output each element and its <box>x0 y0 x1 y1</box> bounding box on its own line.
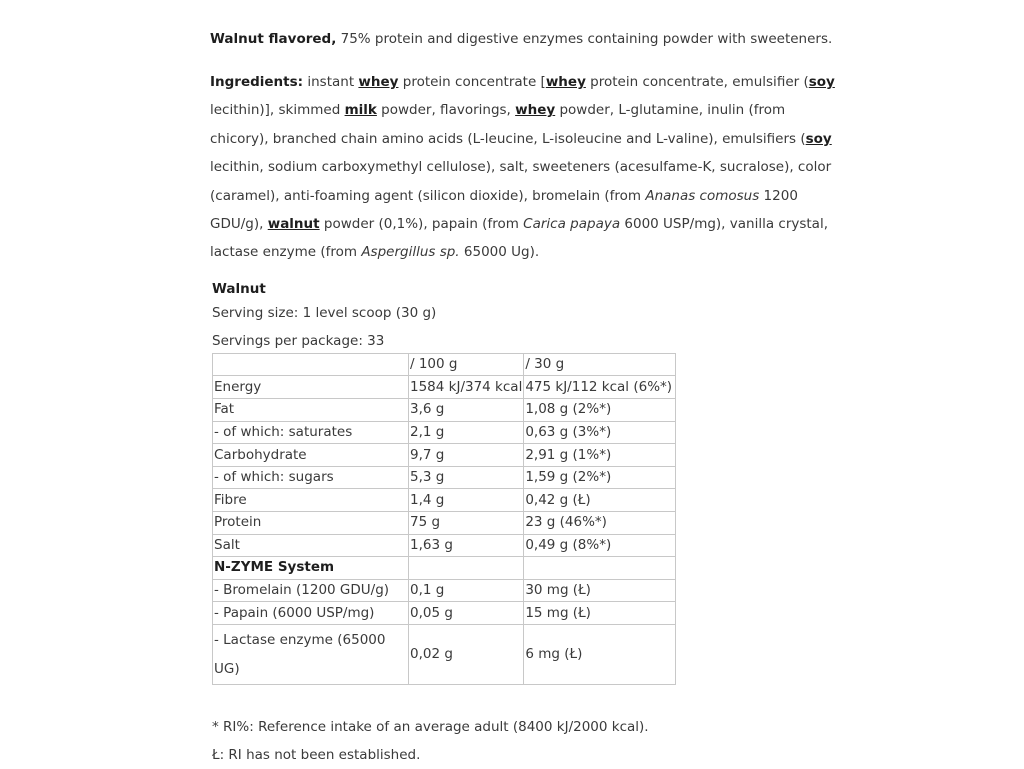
per-serving-value: 23 g (46%*) <box>524 512 676 535</box>
serving-size: Serving size: 1 level scoop (30 g) <box>212 304 437 321</box>
species-name: Ananas comosus <box>645 187 760 204</box>
per-100g-value: 1,63 g <box>409 534 524 557</box>
intro-paragraph <box>210 28 840 50</box>
ingredients-text: lecithin, sodium carboxymethyl cellulose), salt, sweeteners (acesulfame-K, sucralose), color (caramel), anti-foaming agent (silicon dioxide), bromelain (from <box>210 159 832 204</box>
product-name: Walnut <box>212 280 266 297</box>
ingredients-text: 1200 GDU/g), <box>210 187 798 233</box>
nutrition-table <box>212 353 676 685</box>
empty-cell <box>409 557 524 580</box>
ingredients-text: powder, flavorings, <box>376 102 516 119</box>
ingredients-label: Ingredients: <box>210 74 304 90</box>
table-row <box>213 466 676 489</box>
nutrient-name: Carbohydrate <box>213 444 409 467</box>
footnotes <box>212 713 840 769</box>
header-cell <box>213 353 409 376</box>
per-100g-value: 75 g <box>409 512 524 535</box>
table-section-row <box>213 557 676 580</box>
footnote-not-established: Ł: RI has not been established. <box>212 746 421 763</box>
ingredients-text: powder, L-glutamine, inulin (from chicory), branched chain amino acids (L-leucine, L-isoleucine and L-valine), emulsifiers ( <box>210 102 806 147</box>
enzyme-name: - Lactase enzyme (65000 UG) <box>213 624 409 684</box>
per-100g-value: 0,02 g <box>409 624 524 684</box>
nutrient-name: Protein <box>213 512 409 535</box>
table-row <box>213 421 676 444</box>
allergen-milk: milk <box>344 102 377 119</box>
ingredients-paragraph <box>210 68 840 267</box>
nutrient-name: - of which: sugars <box>213 466 409 489</box>
table-row <box>213 512 676 535</box>
table-row <box>213 624 676 684</box>
allergen-soy: soy <box>808 74 835 90</box>
species-name: Carica papaya <box>523 216 621 233</box>
per-100g-value: 0,1 g <box>409 579 524 602</box>
intro-lead: Walnut flavored, <box>210 31 337 47</box>
table-row <box>213 444 676 467</box>
per-100g-value: 2,1 g <box>409 421 524 444</box>
intro-text: 75% protein and digestive enzymes containing powder with sweeteners. <box>336 31 833 47</box>
enzyme-name: - Bromelain (1200 GDU/g) <box>213 579 409 602</box>
ingredients-text: instant <box>303 74 359 90</box>
ingredients-text: lecithin)], skimmed <box>210 102 345 119</box>
nutrient-name: Fat <box>213 399 409 422</box>
empty-cell <box>524 557 676 580</box>
per-100g-value: 5,3 g <box>409 466 524 489</box>
per-serving-value: 6 mg (Ł) <box>524 624 676 684</box>
ingredients-text: protein concentrate, emulsifier ( <box>585 74 809 90</box>
allergen-whey: whey <box>545 74 586 90</box>
ingredients-text: 6000 USP/mg), vanilla crystal, lactase enzyme (from <box>210 216 828 261</box>
allergen-soy: soy <box>805 130 832 147</box>
per-serving-value: 475 kJ/112 kcal (6%*) <box>524 376 676 399</box>
per-100g-value: 3,6 g <box>409 399 524 422</box>
allergen-walnut: walnut <box>267 216 320 233</box>
enzyme-name: - Papain (6000 USP/mg) <box>213 602 409 625</box>
servings-per-package: Servings per package: 33 <box>212 332 385 349</box>
nutrient-name: - of which: saturates <box>213 421 409 444</box>
per-serving-value: 2,91 g (1%*) <box>524 444 676 467</box>
nutrient-name: Fibre <box>213 489 409 512</box>
per-serving-value: 0,49 g (8%*) <box>524 534 676 557</box>
table-row <box>213 376 676 399</box>
per-100g-value: 0,05 g <box>409 602 524 625</box>
table-row <box>213 399 676 422</box>
ingredients-text: powder (0,1%), papain (from <box>319 216 524 233</box>
ingredients-text: 65000 Ug). <box>459 244 540 261</box>
table-row <box>213 489 676 512</box>
section-title: N-ZYME System <box>213 557 409 580</box>
allergen-whey: whey <box>515 102 556 119</box>
product-description <box>210 28 840 769</box>
nutrient-name: Energy <box>213 376 409 399</box>
per-serving-value: 1,59 g (2%*) <box>524 466 676 489</box>
per-serving-value: 30 mg (Ł) <box>524 579 676 602</box>
per-serving-value: 0,63 g (3%*) <box>524 421 676 444</box>
per-100g-value: 9,7 g <box>409 444 524 467</box>
per-serving-value: 0,42 g (Ł) <box>524 489 676 512</box>
allergen-whey: whey <box>358 74 399 90</box>
table-header-row <box>213 353 676 376</box>
nutrition-block <box>212 279 840 685</box>
table-row <box>213 579 676 602</box>
nutrient-name: Salt <box>213 534 409 557</box>
table-row <box>213 602 676 625</box>
header-cell: / 30 g <box>524 353 676 376</box>
per-100g-value: 1,4 g <box>409 489 524 512</box>
per-serving-value: 15 mg (Ł) <box>524 602 676 625</box>
per-100g-value: 1584 kJ/374 kcal <box>409 376 524 399</box>
footnote-ri: * RI%: Reference intake of an average adult (8400 kJ/2000 kcal). <box>212 718 649 735</box>
per-serving-value: 1,08 g (2%*) <box>524 399 676 422</box>
ingredients-text: protein concentrate [ <box>398 74 546 90</box>
header-cell: / 100 g <box>409 353 524 376</box>
species-name: Aspergillus sp. <box>361 244 460 261</box>
table-row <box>213 534 676 557</box>
